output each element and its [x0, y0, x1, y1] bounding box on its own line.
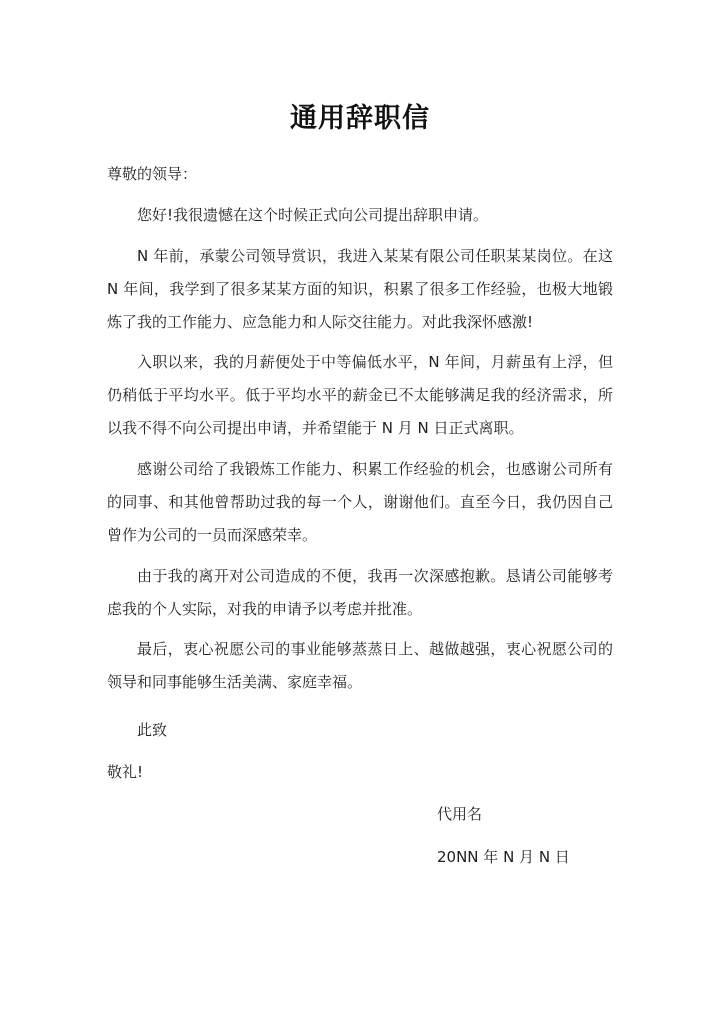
paragraph-thanks: 感谢公司给了我锻炼工作能力、积累工作经验的机会，也感谢公司所有的同事、和其他曾帮助过我的每一个人，谢谢他们。直至今日，我仍因自己曾作为公司的一员而深感荣幸。 [107, 460, 613, 544]
paragraph-wishes: 最后，衷心祝愿公司的事业能够蒸蒸日上、越做越强，衷心祝愿公司的领导和同事能够生活美满、家庭幸福。 [107, 640, 613, 691]
closing-line-1: 此致 [137, 721, 168, 739]
signature-date: 20NN 年 N 月 N 日 [437, 848, 570, 866]
closing-line-2: 敬礼! [107, 763, 144, 781]
document-title: 通用辞职信 [290, 103, 430, 134]
paragraph-reason: 入职以来，我的月薪便处于中等偏低水平，N 年间，月薪虽有上浮，但仍稍低于平均水平。低于平均水平的薪金已不太能够满足我的经济需求，所以我不得不向公司提出申请，并希望能于 N 月 N 日正式离职。 [107, 353, 613, 437]
paragraph-gratitude: N 年前，承蒙公司领导赏识，我进入某某有限公司任职某某岗位。在这 N 年间，我学到了很多某某方面的知识，积累了很多工作经验，也极大地锻炼了我的工作能力、应急能力和人际交往能力。对此我深怀感激! [107, 247, 613, 331]
paragraph-apology: 由于我的离开对公司造成的不便，我再一次深感抱歉。恳请公司能够考虑我的个人实际，对我的申请予以考虑并批准。 [107, 567, 613, 618]
signature-name: 代用名 [437, 805, 483, 823]
paragraph-greeting: 您好!我很遗憾在这个时候正式向公司提出辞职申请。 [137, 206, 489, 224]
salutation: 尊敬的领导： [107, 165, 198, 183]
